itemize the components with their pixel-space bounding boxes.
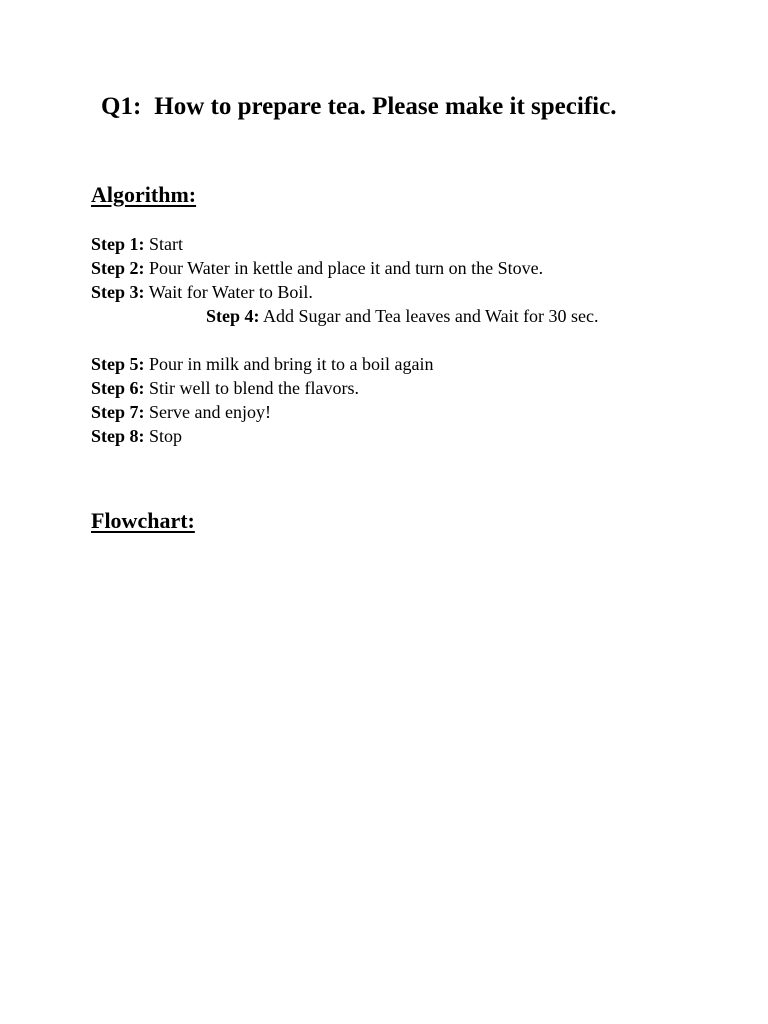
step-text: Stop [149, 426, 183, 446]
algorithm-step [91, 400, 731, 424]
step-label: Step 6: [91, 378, 145, 398]
algorithm-step [91, 256, 731, 280]
algorithm-heading: Algorithm: [91, 182, 197, 207]
flowchart-heading: Flowchart: [91, 508, 195, 533]
step-text: Pour in milk and bring it to a boil again [149, 354, 434, 374]
algorithm-step [91, 352, 731, 376]
step-text: Add Sugar and Tea leaves and Wait for 30 sec. [263, 306, 599, 326]
question-title [101, 93, 616, 121]
question-text: How to prepare tea. Please make it specific. [154, 93, 617, 120]
step-text: Start [149, 234, 183, 254]
step-label: Step 4: [206, 306, 260, 326]
algorithm-step [91, 376, 731, 400]
step-label: Step 5: [91, 354, 145, 374]
algorithm-step [91, 232, 731, 256]
step-text: Stir well to blend the flavors. [149, 378, 359, 398]
step-text: Wait for Water to Boil. [148, 282, 313, 302]
step-text: Serve and enjoy! [149, 402, 271, 422]
algorithm-step [91, 304, 731, 328]
step-text: Pour Water in kettle and place it and turn on the Stove. [149, 258, 544, 278]
algorithm-step [91, 424, 731, 448]
step-label: Step 8: [91, 426, 145, 446]
algorithm-steps-list [91, 232, 731, 448]
step-label: Step 3: [91, 282, 145, 302]
step-label: Step 2: [91, 258, 145, 278]
step-label: Step 1: [91, 234, 145, 254]
algorithm-step [91, 280, 731, 304]
question-number: Q1: [101, 93, 142, 120]
step-label: Step 7: [91, 402, 145, 422]
